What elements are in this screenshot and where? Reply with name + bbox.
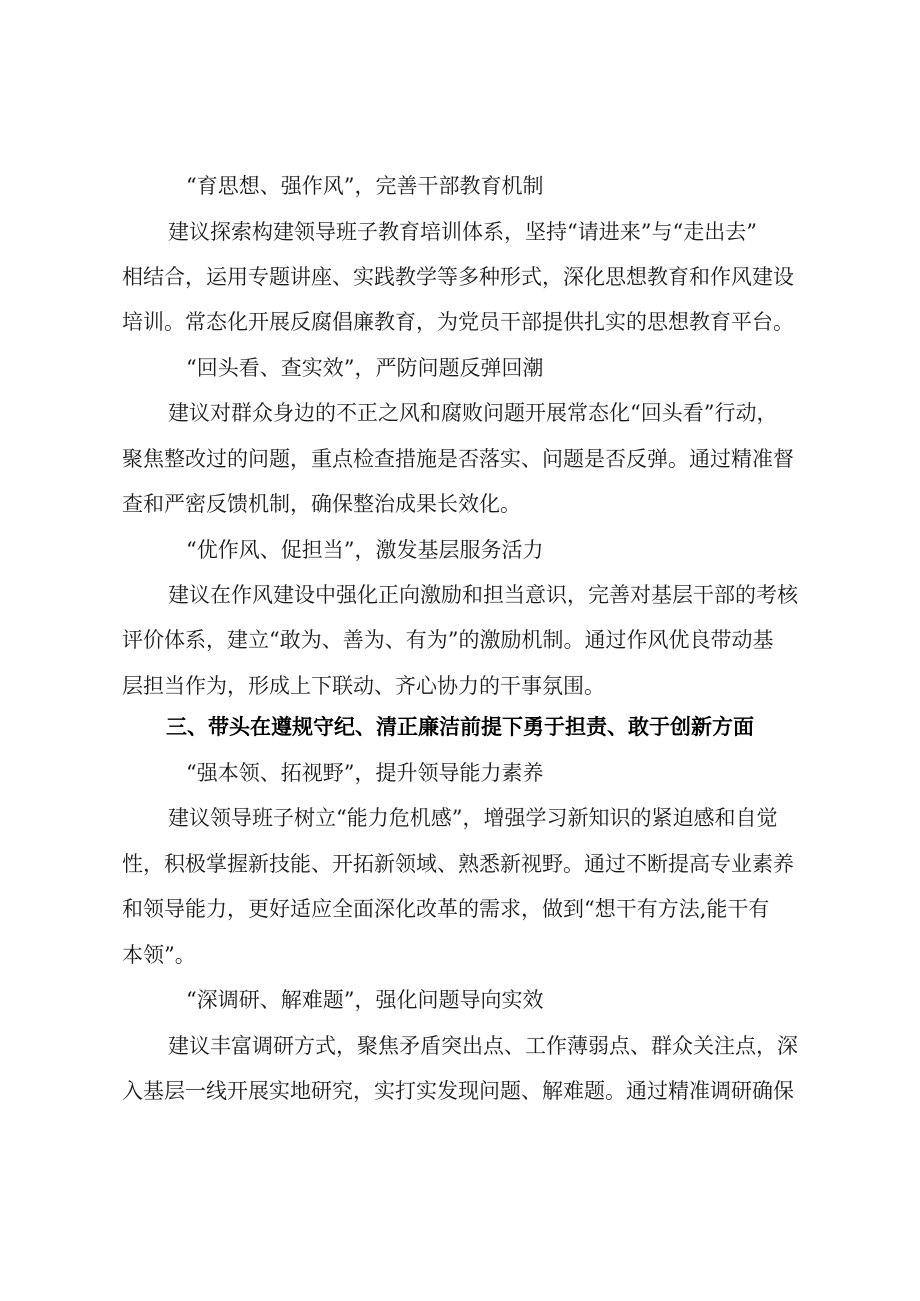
section-subtitle: “回头看、查实效”，严防问题反弹回潮 (186, 356, 544, 380)
paragraph-line: 本领”。 (122, 943, 196, 967)
paragraph-line: 建议对群众身边的不正之风和腐败问题开展常态化“回头看”行动， (168, 401, 778, 425)
paragraph-line: 建议在作风建设中强化正向激励和担当意识，完善对基层干部的考核 (168, 583, 798, 607)
paragraph-line: 性，积极掌握新技能、开拓新领域、熟悉新视野。通过不断提高专业素养 (122, 852, 794, 876)
paragraph-line: 建议丰富调研方式，聚焦矛盾突出点、工作薄弱点、群众关注点，深 (168, 1034, 798, 1058)
paragraph-line: 查和严密反馈机制，确保整治成果长效化。 (122, 492, 521, 516)
paragraph-line: 层担当作为，形成上下联动、齐心协力的干事氛围。 (122, 674, 605, 698)
paragraph-line: 相结合，运用专题讲座、实践教学等多种形式，深化思想教育和作风建设 (122, 265, 794, 289)
section-subtitle: “优作风、促担当”，激发基层服务活力 (186, 538, 544, 562)
section-subtitle: “育思想、强作风”，完善干部教育机制 (186, 174, 544, 198)
section-heading: 三、带头在遵规守纪、清正廉洁前提下勇于担责、敢于创新方面 (166, 715, 754, 739)
paragraph-line: 和领导能力，更好适应全面深化改革的需求，做到“想干有方法,能干有 (122, 897, 770, 921)
paragraph-line: 聚焦整改过的问题，重点检查措施是否落实、问题是否反弹。通过精准督 (122, 447, 794, 471)
paragraph-line: 评价体系，建立“敢为、善为、有为”的激励机制。通过作风优良带动基 (122, 628, 774, 652)
paragraph-line: 入基层一线开展实地研究，实打实发现问题、解难题。通过精准调研确保 (122, 1079, 794, 1103)
paragraph-line: 建议领导班子树立“能力危机感”，增强学习新知识的紧迫感和自觉 (168, 806, 778, 830)
section-subtitle: “强本领、拓视野”，提升领导能力素养 (186, 761, 544, 785)
section-subtitle: “深调研、解难题”，强化问题导向实效 (186, 988, 544, 1012)
paragraph-line: 建议探索构建领导班子教育培训体系，坚持“请进来”与“走出去” (168, 220, 757, 244)
paragraph-line: 培训。常态化开展反腐倡廉教育，为党员干部提供扎实的思想教育平台。 (122, 310, 794, 334)
